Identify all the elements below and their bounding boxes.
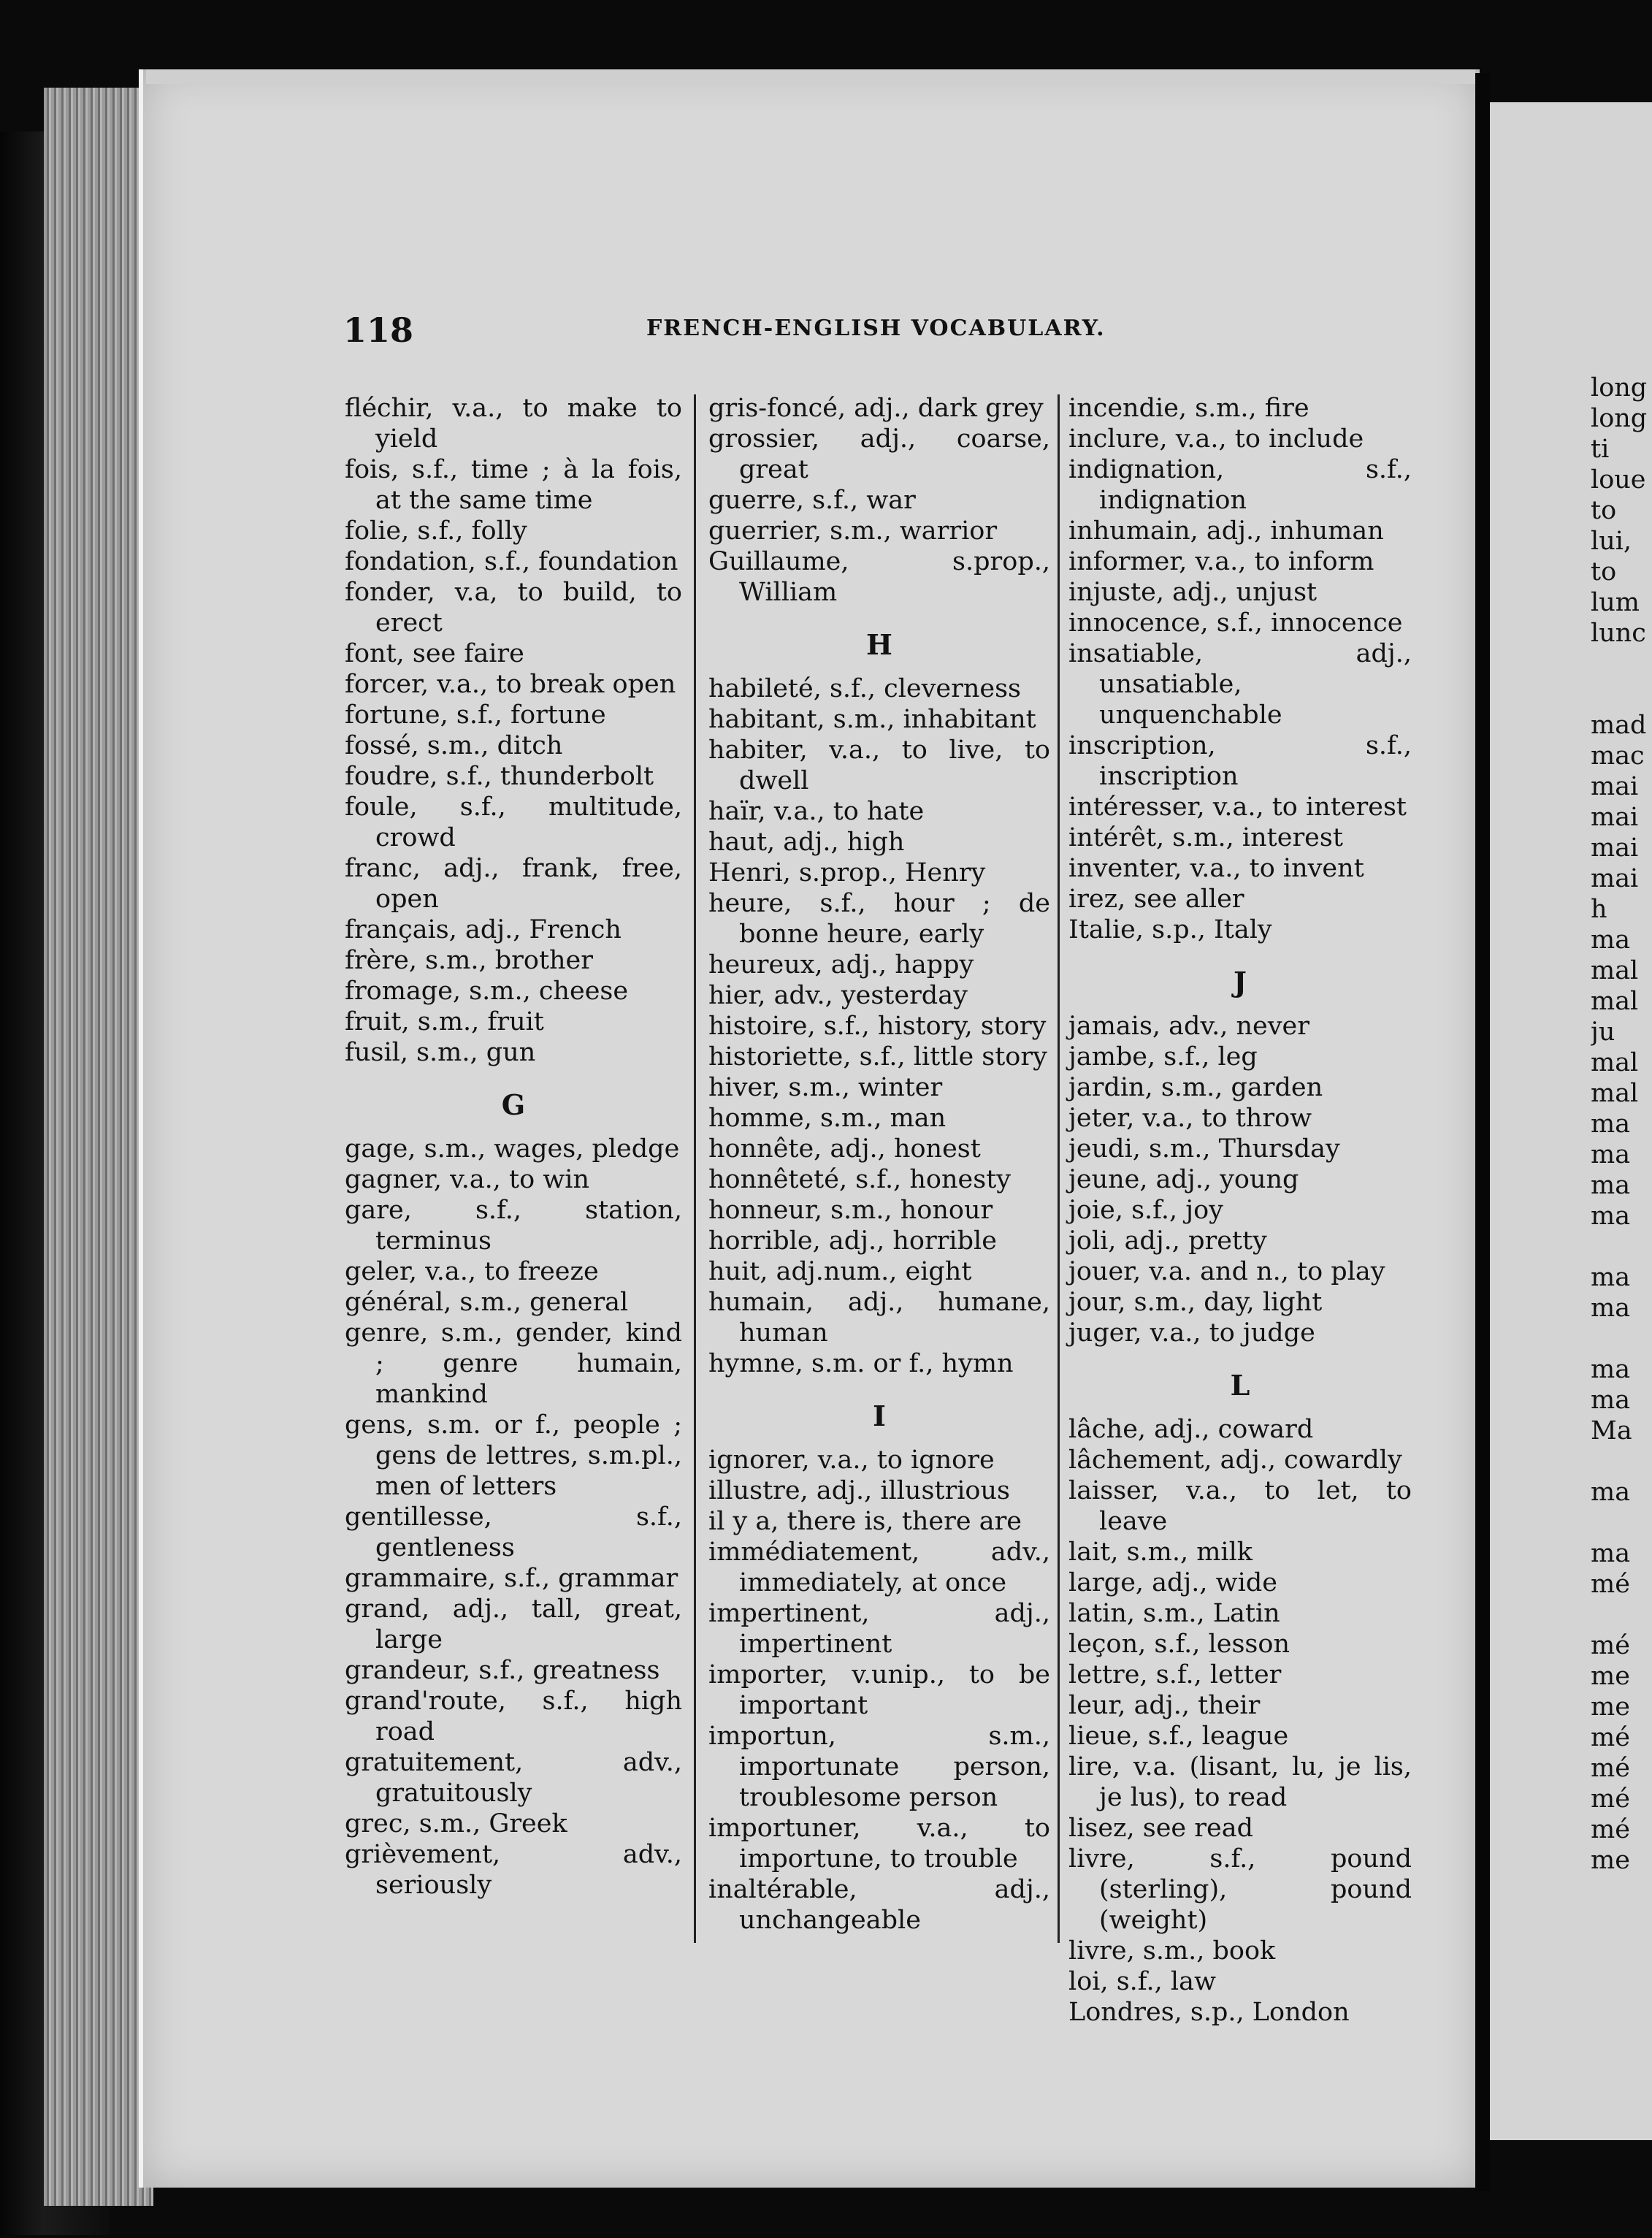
vocabulary-entry: guerre, s.f., war	[708, 486, 916, 515]
vocabulary-entry: humain, adj., humane, human	[708, 1288, 1050, 1348]
column-divider-2	[1058, 394, 1060, 1943]
vocabulary-entry: général, s.m., general	[345, 1288, 629, 1317]
right-page-fragment: ma	[1591, 1539, 1631, 1568]
vocabulary-entry: horrible, adj., horrible	[708, 1226, 997, 1256]
vocabulary-entry: fusil, s.m., gun	[345, 1038, 536, 1067]
vocabulary-entry: grandeur, s.f., greatness	[345, 1656, 660, 1685]
vocabulary-entry: gris-foncé, adj., dark grey	[708, 394, 1044, 423]
vocabulary-entry: haïr, v.a., to hate	[708, 797, 925, 826]
vocabulary-entry: livre, s.m., book	[1068, 1936, 1276, 1966]
vocabulary-entry: illustre, adj., illustrious	[708, 1476, 1010, 1505]
right-page-fragment	[1591, 1446, 1652, 1477]
vocabulary-entry: homme, s.m., man	[708, 1104, 947, 1133]
vocabulary-entry: jambe, s.f., leg	[1068, 1042, 1258, 1072]
vocabulary-entry: Italie, s.p., Italy	[1068, 915, 1272, 944]
vocabulary-entry: honnête, adj., honest	[708, 1134, 981, 1164]
vocabulary-entry: grec, s.m., Greek	[345, 1809, 567, 1838]
vocabulary-entry: fossé, s.m., ditch	[345, 731, 563, 760]
vocabulary-entry: foule, s.f., multitude, crowd	[345, 793, 682, 852]
vocabulary-entry: gentillesse, s.f., gentleness	[345, 1502, 682, 1562]
right-page-fragment: lunc	[1591, 619, 1646, 648]
right-page-fragment: mé	[1591, 1815, 1630, 1844]
vocabulary-entry: innocence, s.f., innocence	[1068, 608, 1403, 638]
vocabulary-entry: font, see faire	[345, 639, 524, 668]
vocabulary-entry: heureux, adj., happy	[708, 950, 974, 979]
vocabulary-entry: lettre, s.f., letter	[1068, 1660, 1282, 1689]
right-page-fragment: ju	[1591, 1017, 1615, 1047]
vocabulary-entry: grièvement, adv., seriously	[345, 1840, 682, 1900]
right-page-fragment: ma	[1591, 1294, 1631, 1323]
right-page-fragment: ma	[1591, 1355, 1631, 1384]
right-page-fragment: mai	[1591, 772, 1639, 801]
vocabulary-entry: lire, v.a. (lisant, lu, je lis, je lus), to read	[1068, 1752, 1412, 1812]
vocabulary-entry: lisez, see read	[1068, 1814, 1253, 1843]
vocabulary-column-2	[708, 393, 1050, 1936]
vocabulary-entry: haut, adj., high	[708, 828, 905, 857]
right-page-fragment: mal	[1591, 987, 1639, 1016]
vocabulary-entry: gens, s.m. or f., people ; gens de lettres, s.m.pl., men of letters	[345, 1410, 682, 1501]
vocabulary-entry: Guillaume, s.prop., William	[708, 547, 1050, 607]
right-page-fragment: ma	[1591, 1110, 1631, 1139]
right-page-fragment: mé	[1591, 1570, 1630, 1599]
vocabulary-entry: leur, adj., their	[1068, 1691, 1261, 1720]
right-page-fragment: ma	[1591, 1478, 1631, 1507]
vocabulary-entry: lieue, s.f., league	[1068, 1722, 1289, 1751]
vocabulary-entry: inscription, s.f., inscription	[1068, 731, 1412, 791]
vocabulary-entry: fondation, s.f., foundation	[345, 547, 678, 576]
right-page-fragment: ma	[1591, 1386, 1631, 1415]
vocabulary-entry: fortune, s.f., fortune	[345, 700, 606, 730]
right-page-fragment	[1591, 1508, 1652, 1538]
vocabulary-entry: joie, s.f., joy	[1068, 1196, 1223, 1225]
vocabulary-entry: jardin, s.m., garden	[1068, 1073, 1323, 1102]
section-letter: H	[866, 628, 892, 661]
vocabulary-entry: frère, s.m., brother	[345, 946, 594, 975]
vocabulary-entry: gage, s.m., wages, pledge	[345, 1134, 680, 1164]
right-page-fragment: lum	[1591, 588, 1640, 617]
right-page-text-fragments	[1591, 373, 1652, 1876]
vocabulary-entry: habiter, v.a., to live, to dwell	[708, 736, 1050, 795]
vocabulary-entry: jeudi, s.m., Thursday	[1068, 1134, 1340, 1164]
right-page-fragment: mé	[1591, 1723, 1630, 1752]
vocabulary-entry: folie, s.f., folly	[345, 516, 527, 546]
vocabulary-entry: intéresser, v.a., to interest	[1068, 793, 1407, 822]
right-page-fragment: long	[1591, 373, 1648, 402]
vocabulary-entry: immédiatement, adv., immediately, at once	[708, 1538, 1050, 1597]
vocabulary-entry: irez, see aller	[1068, 885, 1244, 914]
right-page-fragment: mal	[1591, 1048, 1639, 1077]
right-page-fragment	[1591, 649, 1652, 679]
vocabulary-entry: Henri, s.prop., Henry	[708, 858, 986, 887]
vocabulary-entry: lait, s.m., milk	[1068, 1538, 1253, 1567]
vocabulary-entry: hiver, s.m., winter	[708, 1073, 943, 1102]
vocabulary-entry: geler, v.a., to freeze	[345, 1257, 599, 1286]
vocabulary-entry: livre, s.f., pound (sterling), pound (weight)	[1068, 1844, 1412, 1935]
vocabulary-entry: honnêteté, s.f., honesty	[708, 1165, 1012, 1194]
vocabulary-entry: français, adj., French	[345, 915, 622, 944]
vocabulary-entry: injuste, adj., unjust	[1068, 578, 1318, 607]
section-letter: G	[501, 1088, 526, 1121]
right-page-fragment: ma	[1591, 1202, 1631, 1231]
vocabulary-entry: hymne, s.m. or f., hymn	[708, 1349, 1014, 1378]
vocabulary-entry: lâche, adj., coward	[1068, 1415, 1314, 1444]
vocabulary-entry: heure, s.f., hour ; de bonne heure, early	[708, 889, 1050, 949]
column-divider-1	[694, 394, 696, 1943]
vocabulary-entry: latin, s.m., Latin	[1068, 1599, 1280, 1628]
vocabulary-entry: loi, s.f., law	[1068, 1967, 1216, 1996]
vocabulary-entry: laisser, v.a., to let, to leave	[1068, 1476, 1412, 1536]
vocabulary-entry: lâchement, adj., cowardly	[1068, 1445, 1402, 1475]
right-page-fragment	[1591, 1231, 1652, 1262]
vocabulary-entry: jeune, adj., young	[1068, 1165, 1299, 1194]
vocabulary-entry: histoire, s.f., history, story	[708, 1012, 1047, 1041]
right-page-fragment: mad	[1591, 711, 1647, 740]
right-page-fragment: mé	[1591, 1631, 1630, 1660]
right-page-fragment: ma	[1591, 1263, 1631, 1292]
right-page-fragment: ma	[1591, 1171, 1631, 1200]
right-page-fragment: me	[1591, 1846, 1630, 1875]
right-page-fragment: loue	[1591, 465, 1646, 494]
vocabulary-entry: incendie, s.m., fire	[1068, 394, 1309, 423]
right-page-fragment: mai	[1591, 833, 1639, 863]
vocabulary-entry: fruit, s.m., fruit	[345, 1007, 544, 1036]
vocabulary-entry: inclure, v.a., to include	[1068, 424, 1364, 454]
vocabulary-entry: franc, adj., frank, free, open	[345, 854, 682, 914]
book-spine-gutter	[1475, 73, 1490, 2191]
section-letter: I	[873, 1399, 886, 1432]
right-page-fragment: ma	[1591, 1140, 1631, 1169]
vocabulary-entry: gare, s.f., station, terminus	[345, 1196, 682, 1256]
vocabulary-entry: jeter, v.a., to throw	[1068, 1104, 1312, 1133]
right-page-fragment: me	[1591, 1662, 1630, 1691]
right-page-fragment	[1591, 1324, 1652, 1354]
vocabulary-entry: importuner, v.a., to importune, to trouble	[708, 1814, 1050, 1874]
vocabulary-entry: gratuitement, adv., gratuitously	[345, 1748, 682, 1808]
vocabulary-entry: importun, s.m., importunate person, troublesome person	[708, 1722, 1050, 1812]
vocabulary-entry: ignorer, v.a., to ignore	[708, 1445, 995, 1475]
right-page-fragment	[1591, 1600, 1652, 1630]
section-letter: L	[1230, 1369, 1250, 1402]
vocabulary-entry: habileté, s.f., cleverness	[708, 674, 1022, 703]
right-page	[1490, 102, 1652, 2140]
right-page-fragment: ma	[1591, 925, 1631, 955]
vocabulary-entry: fois, s.f., time ; à la fois, at the same time	[345, 455, 682, 515]
vocabulary-entry: guerrier, s.m., warrior	[708, 516, 998, 546]
page-top-edge	[146, 69, 1475, 84]
vocabulary-entry: indignation, s.f., indignation	[1068, 455, 1412, 515]
right-page-fragment: lui,	[1591, 527, 1632, 556]
right-page-fragment: long	[1591, 404, 1648, 433]
vocabulary-entry: insatiable, adj., unsatiable, unquenchable	[1068, 639, 1412, 730]
vocabulary-entry: huit, adj.num., eight	[708, 1257, 972, 1286]
vocabulary-entry: fléchir, v.a., to make to yield	[345, 394, 682, 454]
vocabulary-entry: gagner, v.a., to win	[345, 1165, 590, 1194]
vocabulary-entry: grammaire, s.f., grammar	[345, 1564, 678, 1593]
vocabulary-entry: fonder, v.a, to build, to erect	[345, 578, 682, 638]
vocabulary-entry: leçon, s.f., lesson	[1068, 1630, 1290, 1659]
vocabulary-entry: jouer, v.a. and n., to play	[1068, 1257, 1385, 1286]
vocabulary-entry: jour, s.m., day, light	[1068, 1288, 1323, 1317]
right-page-fragment: mal	[1591, 1079, 1639, 1108]
page-number: 118	[343, 310, 414, 350]
right-page-fragment: mé	[1591, 1784, 1630, 1814]
vocabulary-column-3	[1068, 393, 1412, 2028]
vocabulary-entry: jamais, adv., never	[1068, 1012, 1309, 1041]
vocabulary-entry: grand, adj., tall, great, large	[345, 1595, 682, 1654]
vocabulary-entry: joli, adj., pretty	[1068, 1226, 1267, 1256]
vocabulary-entry: inaltérable, adj., unchangeable	[708, 1875, 1050, 1935]
right-page-fragment: mac	[1591, 741, 1645, 771]
right-page-fragment: Ma	[1591, 1416, 1632, 1445]
vocabulary-entry: inhumain, adj., inhuman	[1068, 516, 1384, 546]
vocabulary-entry: Londres, s.p., London	[1068, 1998, 1350, 2027]
vocabulary-entry: hier, adv., yesterday	[708, 981, 968, 1010]
section-letter: J	[1234, 966, 1247, 998]
page-stack-edges	[44, 88, 153, 2206]
right-page-fragment: ti	[1591, 435, 1610, 464]
right-page-fragment: mai	[1591, 864, 1639, 893]
right-page-fragment: me	[1591, 1692, 1630, 1722]
right-page-fragment: h	[1591, 895, 1607, 924]
right-page-fragment: mal	[1591, 956, 1639, 985]
vocabulary-entry: genre, s.m., gender, kind ; genre humain, mankind	[345, 1318, 682, 1409]
vocabulary-entry: informer, v.a., to inform	[1068, 547, 1374, 576]
vocabulary-entry: historiette, s.f., little story	[708, 1042, 1047, 1072]
vocabulary-entry: intérêt, s.m., interest	[1068, 823, 1343, 852]
vocabulary-entry: foudre, s.f., thunderbolt	[345, 762, 654, 791]
vocabulary-entry: il y a, there is, there are	[708, 1507, 1022, 1536]
vocabulary-column-1	[345, 393, 682, 1901]
vocabulary-entry: impertinent, adj., impertinent	[708, 1599, 1050, 1659]
vocabulary-entry: honneur, s.m., honour	[708, 1196, 993, 1225]
vocabulary-entry: forcer, v.a., to break open	[345, 670, 676, 699]
vocabulary-entry: large, adj., wide	[1068, 1568, 1277, 1597]
vocabulary-entry: grossier, adj., coarse, great	[708, 424, 1050, 484]
right-page-fragment	[1591, 679, 1652, 710]
right-page-fragment: mé	[1591, 1754, 1630, 1783]
vocabulary-entry: grand'route, s.f., high road	[345, 1687, 682, 1746]
vocabulary-entry: inventer, v.a., to invent	[1068, 854, 1364, 883]
running-title: FRENCH-ENGLISH VOCABULARY.	[646, 316, 1106, 341]
vocabulary-entry: habitant, s.m., inhabitant	[708, 705, 1036, 734]
right-page-fragment: mai	[1591, 803, 1639, 832]
right-page-fragment: to	[1591, 557, 1617, 587]
vocabulary-entry: fromage, s.m., cheese	[345, 977, 629, 1006]
right-page-fragment: to	[1591, 496, 1617, 525]
vocabulary-entry: importer, v.unip., to be important	[708, 1660, 1050, 1720]
vocabulary-entry: juger, v.a., to judge	[1068, 1318, 1315, 1348]
